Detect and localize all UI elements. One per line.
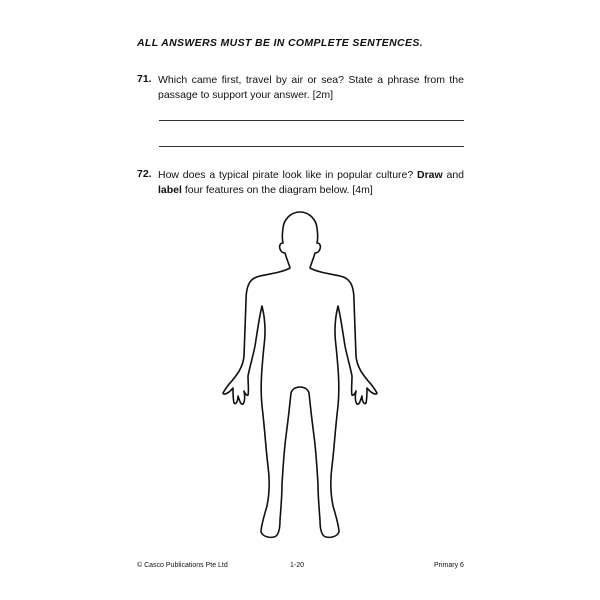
question-72-text [158,168,464,198]
body-outline-svg [220,206,380,546]
question-72-text-part: and [442,169,465,181]
body-outline [223,212,377,537]
question-72-text-part: How does a typical pirate look like in popular culture? [158,169,418,181]
footer-level: Primary 6 [434,562,464,569]
footer-publisher: © Casco Publications Pte Ltd [137,562,228,569]
question-71-number: 71. [137,73,152,85]
answer-line-2 [159,146,464,147]
human-body-outline-diagram [220,206,380,546]
question-72-text-part: four features on the diagram below. [4m] [181,184,373,196]
instruction-heading: ALL ANSWERS MUST BE IN COMPLETE SENTENCES. [137,37,423,49]
answer-line-1 [159,120,464,121]
draw-keyword: Draw [417,169,443,181]
footer-page-number: 1-20 [290,562,305,569]
question-72-number: 72. [137,168,152,180]
label-keyword: label [158,184,182,196]
question-71-text: Which came first, travel by air or sea? State a phrase from the passage to support your answer. [2m] [158,74,464,101]
